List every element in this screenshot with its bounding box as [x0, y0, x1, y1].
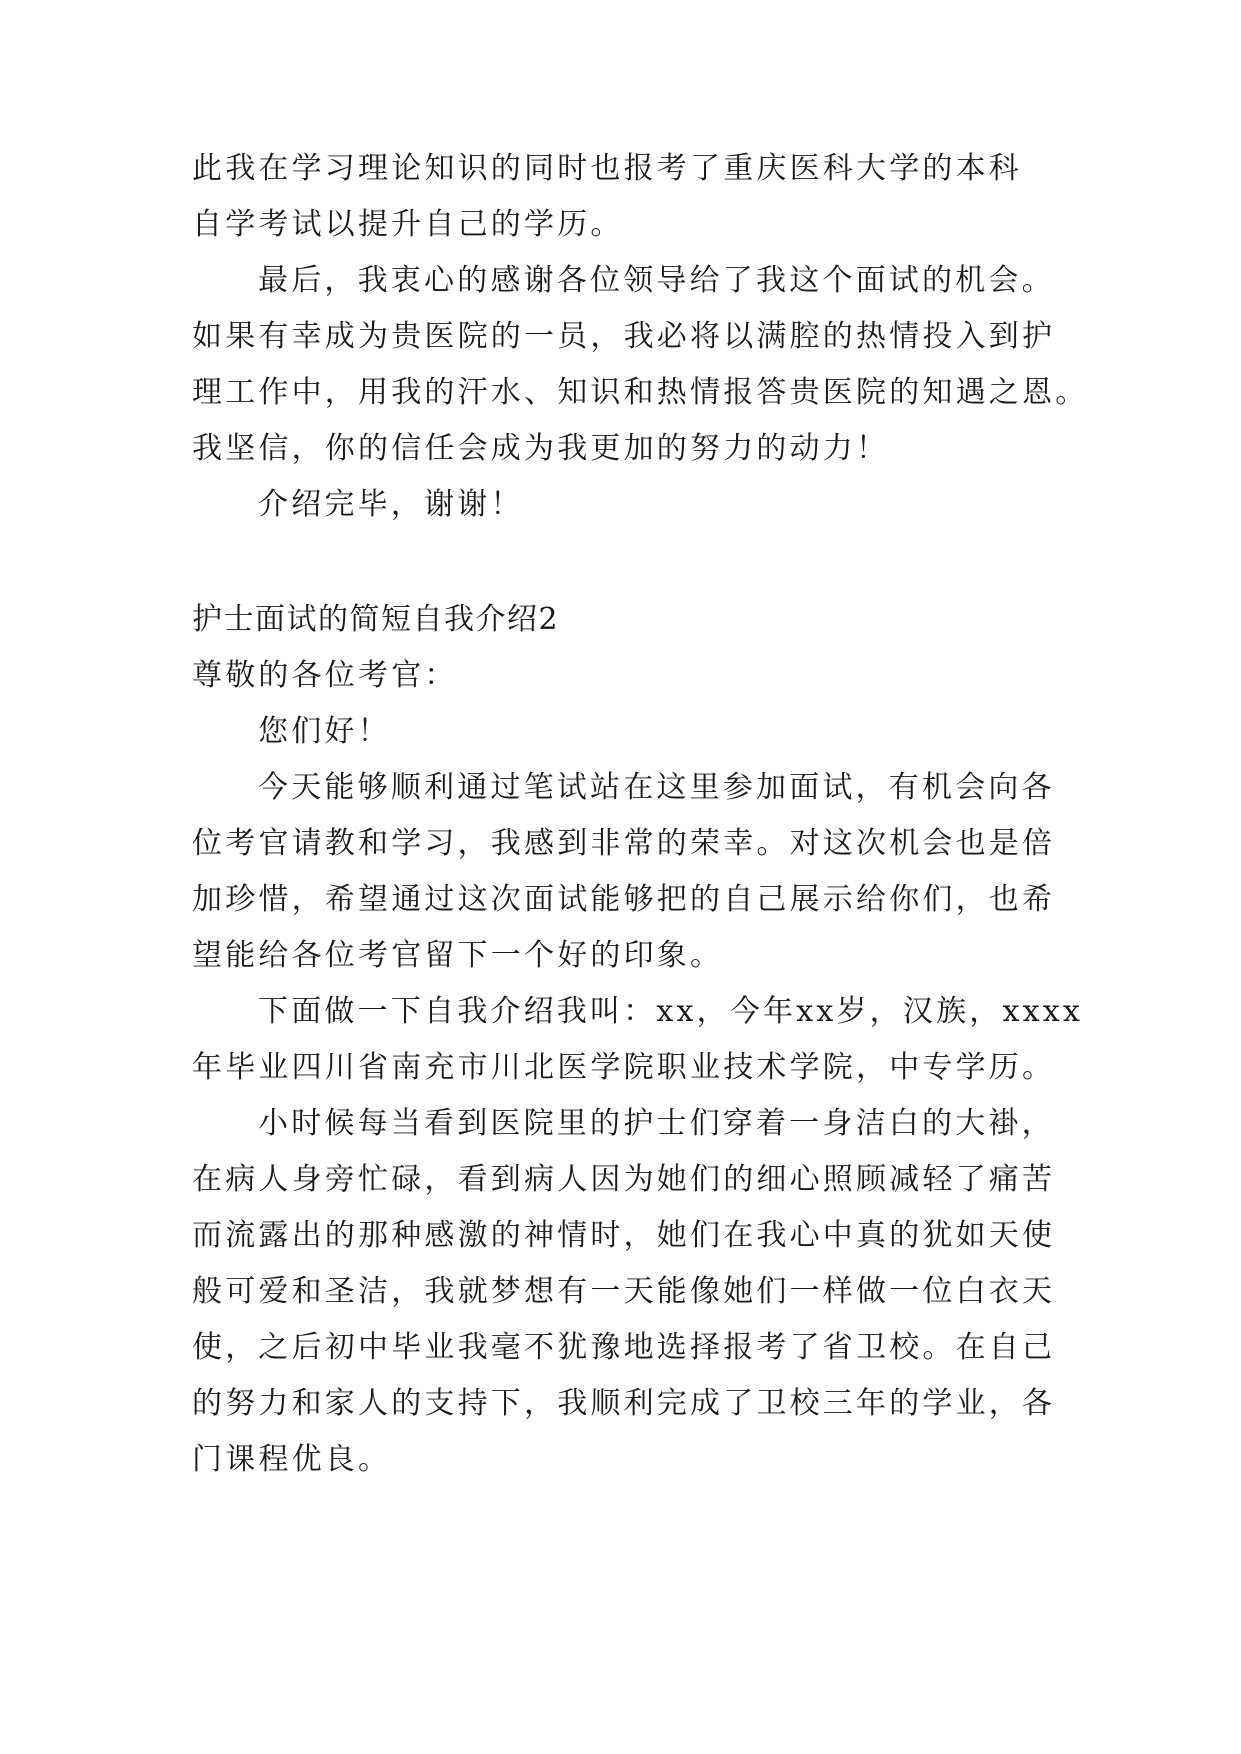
paragraph-3-line-6: 的努力和家人的支持下，我顺利完成了卫校三年的学业，各	[192, 1386, 1056, 1421]
salutation: 尊敬的各位考官：	[192, 658, 458, 693]
paragraph-3-line-2: 在病人身旁忙碌，看到病人因为她们的细心照顾减轻了痛苦	[192, 1162, 1056, 1197]
paragraph-2-line-2: 年毕业四川省南充市川北医学院职业技术学院，中专学历。	[192, 1050, 1056, 1085]
paragraph-1-line-1: 今天能够顺利通过笔试站在这里参加面试，有机会向各	[258, 770, 1055, 805]
paragraph-3-line-4: 般可爱和圣洁，我就梦想有一天能像她们一样做一位白衣天	[192, 1274, 1056, 1309]
paragraph-3-line-3: 而流露出的那种感激的神情时，她们在我心中真的犹如天使	[192, 1218, 1056, 1253]
paragraph-1-line-4: 望能给各位考官留下一个好的印象。	[192, 938, 724, 973]
paragraph-2-line-1: 下面做一下自我介绍我叫：xx，今年xx岁，汉族，xxxx	[258, 994, 1083, 1029]
continuation-line-2: 自学考试以提升自己的学历。	[192, 207, 624, 242]
section-title: 护士面试的简短自我介绍2	[192, 602, 560, 637]
paragraph-1-line-2: 位考官请教和学习，我感到非常的荣幸。对这次机会也是倍	[192, 826, 1056, 861]
closing-line: 介绍完毕，谢谢！	[258, 487, 524, 522]
greeting: 您们好！	[258, 714, 391, 749]
paragraph-1-line-3: 加珍惜，希望通过这次面试能够把的自己展示给你们，也希	[192, 882, 1056, 917]
closing-paragraph-line-4: 我坚信，你的信任会成为我更加的努力的动力！	[192, 431, 890, 466]
continuation-line-1: 此我在学习理论知识的同时也报考了重庆医科大学的本科	[192, 151, 1022, 186]
paragraph-3-line-5: 使，之后初中毕业我毫不犹豫地选择报考了省卫校。在自己	[192, 1330, 1056, 1365]
closing-paragraph-line-3: 理工作中，用我的汗水、知识和热情报答贵医院的知遇之恩。	[192, 375, 1089, 410]
closing-paragraph-line-1: 最后，我衷心的感谢各位领导给了我这个面试的机会。	[258, 263, 1055, 298]
paragraph-3-line-1: 小时候每当看到医院里的护士们穿着一身洁白的大褂，	[258, 1106, 1055, 1141]
closing-paragraph-line-2: 如果有幸成为贵医院的一员，我必将以满腔的热情投入到护	[192, 319, 1056, 354]
paragraph-3-line-7: 门课程优良。	[192, 1442, 392, 1477]
